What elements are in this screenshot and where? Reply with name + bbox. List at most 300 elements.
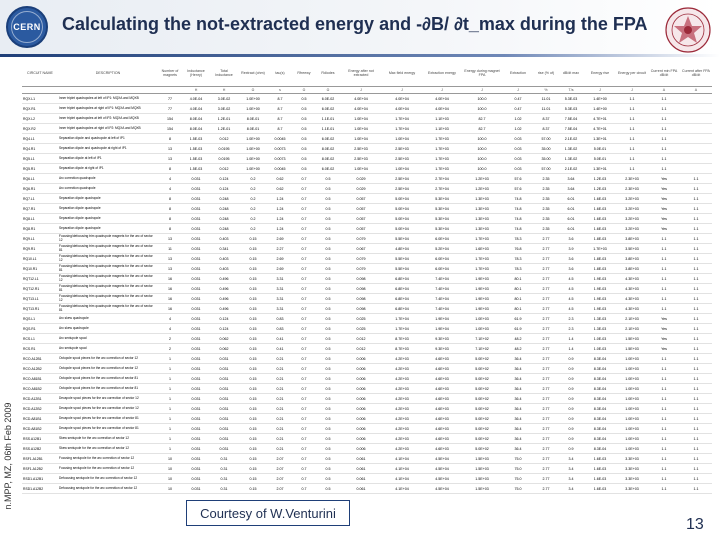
value-cell: 1.1	[680, 444, 712, 454]
value-cell: 1.1	[648, 254, 680, 264]
value-cell: 1.4	[558, 344, 584, 354]
value-cell: 0.21	[268, 444, 292, 454]
value-cell: 8.3E-04	[584, 404, 616, 414]
value-cell	[680, 154, 712, 164]
value-cell: 1.1	[680, 224, 712, 234]
description-cell: Arc sextupole spool	[58, 334, 158, 344]
value-cell: 5.2E+04	[422, 244, 462, 254]
value-cell: 0.0195	[210, 144, 238, 154]
value-cell: 0.7	[292, 174, 316, 184]
value-cell: Yes	[648, 314, 680, 324]
value-cell: 8.7	[268, 94, 292, 104]
value-cell: 0.7	[292, 474, 316, 484]
value-cell: 4	[158, 314, 182, 324]
value-cell: 1	[158, 384, 182, 394]
value-cell: 16	[158, 294, 182, 304]
value-cell: 0.5	[316, 314, 340, 324]
value-cell: 0.7	[292, 484, 316, 494]
value-cell: 5.3E+04	[422, 194, 462, 204]
value-cell: 0.62	[268, 184, 292, 194]
value-cell: 8	[158, 204, 182, 214]
column-header: Total Inductance	[210, 60, 238, 87]
value-cell: 8.0E-04	[182, 124, 210, 134]
side-label: n.MPP, MZ, 06th Feb 2009	[3, 402, 13, 510]
value-cell: 1.7E+03	[584, 244, 616, 254]
value-cell: 74.8	[502, 204, 534, 214]
value-cell: 3.2E+03	[616, 194, 648, 204]
value-cell: 2.1E+03	[616, 324, 648, 334]
column-header: tau(s)	[268, 60, 292, 87]
value-cell: 4.1E+04	[382, 474, 422, 484]
value-cell: 0.5	[292, 164, 316, 174]
value-cell: 5.3E+04	[422, 224, 462, 234]
value-cell: 0.5	[316, 334, 340, 344]
table-header-row	[22, 60, 712, 87]
value-cell: 1.1	[648, 484, 680, 494]
value-cell: 6.0E+04	[422, 234, 462, 244]
value-cell: 4.5	[558, 274, 584, 284]
value-cell: 1.0E+03	[616, 364, 648, 374]
data-table	[22, 60, 712, 494]
value-cell: 1.1	[680, 294, 712, 304]
value-cell: 2.5E+03	[382, 154, 422, 164]
value-cell: 0.47	[502, 104, 534, 114]
column-header: Energy rise	[584, 60, 616, 87]
value-cell: 0.031	[182, 374, 210, 384]
value-cell: 5.3E+04	[422, 204, 462, 214]
value-cell: 2.35	[534, 194, 558, 204]
value-cell: 0.031	[182, 304, 210, 314]
column-unit: A	[648, 87, 680, 94]
value-cell: 1.0E+03	[616, 384, 648, 394]
value-cell: 5.0E+02	[462, 374, 502, 384]
value-cell: 0.15	[238, 404, 268, 414]
value-cell: 13	[158, 234, 182, 244]
table-row	[22, 294, 712, 304]
value-cell: 1.1	[648, 434, 680, 444]
value-cell: 0.9	[558, 394, 584, 404]
value-cell: 2.77	[534, 474, 558, 484]
value-cell: 4.1E+04	[382, 484, 422, 494]
value-cell: 0.031	[182, 364, 210, 374]
value-cell: 48.2	[502, 334, 534, 344]
value-cell: 36.4	[502, 374, 534, 384]
table-row	[22, 414, 712, 424]
table-row	[22, 254, 712, 264]
value-cell: 1.9E-03	[584, 274, 616, 284]
value-cell: 3.8E+03	[616, 264, 648, 274]
value-cell: 0.061	[340, 474, 382, 484]
value-cell: 2.69	[268, 254, 292, 264]
value-cell: 1.5E-03	[182, 144, 210, 154]
value-cell: 0.15	[238, 374, 268, 384]
value-cell: Yes	[648, 184, 680, 194]
value-cell: 0.31	[210, 454, 238, 464]
value-cell: 2.1E-02	[558, 164, 584, 174]
value-cell: 0.5	[316, 364, 340, 374]
value-cell: 1.1	[680, 244, 712, 254]
value-cell: 2.35	[534, 174, 558, 184]
value-cell: 4.1E+04	[382, 454, 422, 464]
value-cell: 0.7	[292, 374, 316, 384]
value-cell: 0.15	[238, 424, 268, 434]
table-row	[22, 404, 712, 414]
value-cell: 75.0	[502, 464, 534, 474]
value-cell: 8.3E-04	[584, 434, 616, 444]
column-header: Energy after not extracted	[340, 60, 382, 87]
value-cell: 0.098	[340, 274, 382, 284]
value-cell: 1.1E-01	[316, 124, 340, 134]
value-cell: 0.7	[292, 274, 316, 284]
value-cell: 1.6E-03	[584, 194, 616, 204]
value-cell: 0.7	[292, 304, 316, 314]
value-cell: 36.4	[502, 404, 534, 414]
value-cell: 1.1	[648, 354, 680, 364]
value-cell: 1.9E+03	[462, 294, 502, 304]
value-cell: 74.8	[502, 194, 534, 204]
value-cell: 2.07	[268, 454, 292, 464]
value-cell: 6.0E-02	[316, 134, 340, 144]
value-cell: 0.15	[238, 484, 268, 494]
description-cell: Focusing/defocusing trim quadrupole magnets for the arc of sector 81	[58, 304, 158, 314]
value-cell: 1	[158, 404, 182, 414]
circuit-name-cell: RSD1.A12B1	[22, 474, 58, 484]
value-cell: 0.7	[292, 364, 316, 374]
value-cell: 1.3E-03	[584, 324, 616, 334]
value-cell: 8.0E-01	[238, 114, 268, 124]
value-cell: 2.77	[534, 374, 558, 384]
value-cell: 1.5E+03	[462, 454, 502, 464]
value-cell: 4.6E+03	[422, 414, 462, 424]
value-cell: 0.031	[210, 424, 238, 434]
column-unit: J	[340, 87, 382, 94]
value-cell: 10	[158, 464, 182, 474]
value-cell: 1.1	[648, 244, 680, 254]
value-cell: 0.5	[316, 404, 340, 414]
description-cell: Focusing sextupole for the arc correction of sector 12	[58, 454, 158, 464]
value-cell: 1.1	[648, 94, 680, 104]
value-cell: 2.77	[534, 354, 558, 364]
value-cell: 1.9E-03	[584, 294, 616, 304]
value-cell: 0.5	[316, 244, 340, 254]
courtesy-box	[186, 500, 350, 526]
value-cell: 1.1E+03	[422, 124, 462, 134]
value-cell: 9.3E+03	[422, 344, 462, 354]
column-unit: J	[502, 87, 534, 94]
value-cell: 0.2	[238, 224, 268, 234]
value-cell: 5.3E+04	[422, 214, 462, 224]
value-cell: 0.006	[340, 434, 382, 444]
column-header: DESCRIPTION	[58, 60, 158, 87]
value-cell: 0.057	[340, 204, 382, 214]
value-cell: 0.098	[340, 294, 382, 304]
value-cell: 0.012	[340, 344, 382, 354]
value-cell: 1.0E+04	[382, 134, 422, 144]
value-cell: 1.1	[680, 204, 712, 214]
value-cell: 74.8	[502, 214, 534, 224]
circuit-name-cell: RSS.A12B1	[22, 434, 58, 444]
value-cell: 1.1	[680, 284, 712, 294]
value-cell: 3.6	[558, 234, 584, 244]
value-cell: 1.1	[680, 234, 712, 244]
value-cell: 1.1	[616, 104, 648, 114]
value-cell: 6.01	[558, 204, 584, 214]
value-cell: 1.7E+03	[422, 164, 462, 174]
value-cell: 1.6E-03	[584, 474, 616, 484]
value-cell: 0.2	[238, 174, 268, 184]
value-cell: 1.0E+00	[238, 164, 268, 174]
circuit-name-cell: RQ4.R1	[22, 144, 58, 154]
value-cell: 0.5	[316, 224, 340, 234]
institution-seal-icon	[664, 6, 712, 54]
value-cell: 2.07	[268, 484, 292, 494]
value-cell: 0.031	[182, 194, 210, 204]
column-header: Rdiodes	[316, 60, 340, 87]
value-cell: 0.31	[210, 464, 238, 474]
value-cell: 0.83	[268, 314, 292, 324]
value-cell: 0.15	[238, 284, 268, 294]
value-cell: 0.21	[268, 424, 292, 434]
value-cell: 7.4E+04	[422, 274, 462, 284]
value-cell: 8	[158, 194, 182, 204]
value-cell: 0.9	[558, 424, 584, 434]
value-cell: 1.1	[680, 424, 712, 434]
value-cell: 1.1E+03	[422, 114, 462, 124]
value-cell: 0.5	[316, 354, 340, 364]
value-cell: 75.0	[502, 474, 534, 484]
value-cell: 1.7E+03	[422, 144, 462, 154]
value-cell: 0.7	[292, 454, 316, 464]
column-unit: s	[268, 87, 292, 94]
value-cell: 1.9E-03	[584, 304, 616, 314]
value-cell: 0.9	[558, 414, 584, 424]
value-cell: 0.079	[340, 254, 382, 264]
value-cell	[680, 124, 712, 134]
value-cell: 100.0	[462, 104, 502, 114]
value-cell: 1.1	[680, 264, 712, 274]
value-cell: 0.7	[292, 214, 316, 224]
value-cell: 2.77	[534, 294, 558, 304]
circuit-name-cell: RQX.L2	[22, 114, 58, 124]
value-cell: 0.031	[210, 394, 238, 404]
value-cell: 7.1E+02	[462, 344, 502, 354]
value-cell: 0.031	[210, 414, 238, 424]
value-cell: 0.7	[292, 234, 316, 244]
value-cell: 10	[158, 454, 182, 464]
value-cell: 36.4	[502, 364, 534, 374]
value-cell: 5.0E+02	[462, 444, 502, 454]
value-cell: 0.7	[292, 444, 316, 454]
column-header: Number of magnets	[158, 60, 182, 87]
table-row	[22, 214, 712, 224]
value-cell: Yes	[648, 194, 680, 204]
value-cell: 1.1	[680, 384, 712, 394]
value-cell: 4.7E+01	[584, 124, 616, 134]
description-cell: Separation dipole quadrupole	[58, 214, 158, 224]
circuit-name-cell: RQS.L1	[22, 314, 58, 324]
value-cell: 0.7	[292, 254, 316, 264]
value-cell: 77	[158, 104, 182, 114]
value-cell: 1.1	[648, 304, 680, 314]
value-cell: 1.3E+03	[462, 224, 502, 234]
table-row	[22, 94, 712, 104]
value-cell: 1.7E+03	[462, 264, 502, 274]
value-cell: 0.403	[210, 234, 238, 244]
value-cell: 4.0E+04	[422, 104, 462, 114]
value-cell	[680, 134, 712, 144]
value-cell: 0.031	[210, 404, 238, 414]
value-cell: 7.1E+02	[462, 334, 502, 344]
value-cell: 13	[158, 254, 182, 264]
description-cell: Inner triplet quadrupoles at right of IP1: MQXA and MQXB	[58, 104, 158, 114]
value-cell: 1	[158, 414, 182, 424]
value-cell: 4.3E+03	[616, 284, 648, 294]
value-cell: 1.1	[616, 144, 648, 154]
value-cell: 8.0E-02	[316, 154, 340, 164]
value-cell: 1.1	[616, 114, 648, 124]
value-cell: 0.031	[182, 244, 210, 254]
value-cell: 0.21	[268, 404, 292, 414]
value-cell: 0.496	[210, 304, 238, 314]
circuit-name-cell: RQ7.R1	[22, 204, 58, 214]
value-cell: 6.0E-02	[316, 104, 340, 114]
value-cell: 57.6	[502, 184, 534, 194]
value-cell: 0.031	[182, 334, 210, 344]
value-cell: 0.031	[210, 364, 238, 374]
value-cell: 0.025	[340, 314, 382, 324]
value-cell: 0.7	[292, 424, 316, 434]
value-cell: 2.35	[534, 204, 558, 214]
value-cell: 1.9E+03	[462, 304, 502, 314]
column-header: CIRCUIT NAME	[22, 60, 58, 87]
value-cell: 16	[158, 274, 182, 284]
column-header: Max field energy	[382, 60, 422, 87]
value-cell: 3.8E+03	[616, 234, 648, 244]
table-row	[22, 384, 712, 394]
table-row	[22, 424, 712, 434]
value-cell: 2.7E+04	[422, 184, 462, 194]
value-cell: 0.47	[502, 94, 534, 104]
value-cell: 1.1	[648, 124, 680, 134]
value-cell: 1.1	[680, 484, 712, 494]
value-cell: 0.15	[238, 414, 268, 424]
value-cell: 1.2E-01	[210, 114, 238, 124]
value-cell: 0.248	[210, 194, 238, 204]
value-cell: 1.6E-03	[584, 454, 616, 464]
value-cell: 0.029	[340, 184, 382, 194]
value-cell: 5.0E+04	[382, 214, 422, 224]
value-cell: 1.1	[680, 374, 712, 384]
value-cell: 1.0E+03	[616, 374, 648, 384]
value-cell: 1.0E+04	[340, 124, 382, 134]
value-cell: 0.031	[182, 484, 210, 494]
value-cell: 6.8E+04	[382, 284, 422, 294]
value-cell: 0.15	[238, 464, 268, 474]
value-cell: 0.061	[340, 454, 382, 464]
value-cell: 0.7	[292, 194, 316, 204]
value-cell: 0.7	[292, 294, 316, 304]
description-cell: Separation dipole quadrupole	[58, 194, 158, 204]
value-cell: 5.0E+02	[462, 364, 502, 374]
value-cell: 8	[158, 164, 182, 174]
value-cell: 4.0E-04	[182, 94, 210, 104]
value-cell: 0.15	[238, 474, 268, 484]
value-cell: 1.1E-01	[316, 114, 340, 124]
value-cell: 1.1	[680, 364, 712, 374]
value-cell: 2.1E+03	[616, 314, 648, 324]
value-cell: Yes	[648, 214, 680, 224]
value-cell: 1.3E-02	[558, 154, 584, 164]
value-cell: 8.3E-04	[584, 444, 616, 454]
circuit-name-cell: RCO.A12B1	[22, 354, 58, 364]
value-cell: 0.5	[316, 324, 340, 334]
value-cell: 0.15	[238, 394, 268, 404]
description-cell: Skew sextupole for the arc correction of sector 12	[58, 434, 158, 444]
value-cell: 78.3	[502, 264, 534, 274]
value-cell: 1.1	[680, 194, 712, 204]
value-cell: 1.0E-03	[584, 334, 616, 344]
value-cell: 1.1	[648, 404, 680, 414]
value-cell: 0.031	[182, 354, 210, 364]
value-cell: 4.0E+04	[340, 94, 382, 104]
value-cell: 0.496	[210, 284, 238, 294]
circuit-name-cell: RQ4.L1	[22, 134, 58, 144]
circuit-name-cell: RQ9.L1	[22, 234, 58, 244]
value-cell: 0.0045	[268, 134, 292, 144]
value-cell: 4.0E+04	[382, 104, 422, 114]
value-cell: 0.7	[292, 184, 316, 194]
value-cell: 1.1	[648, 454, 680, 464]
value-cell: 78.3	[502, 254, 534, 264]
value-cell: 2	[158, 334, 182, 344]
value-cell: 0.31	[210, 484, 238, 494]
column-unit: %	[534, 87, 558, 94]
value-cell: 0.5	[316, 484, 340, 494]
value-cell: 57.6	[502, 174, 534, 184]
value-cell: 0.031	[182, 324, 210, 334]
column-unit: A	[680, 87, 712, 94]
value-cell: 0.15	[238, 334, 268, 344]
value-cell: 0.5	[316, 374, 340, 384]
table-row	[22, 264, 712, 274]
value-cell: 4.0E-04	[182, 104, 210, 114]
value-cell: 80.1	[502, 284, 534, 294]
value-cell: 0.006	[340, 394, 382, 404]
value-cell: 0.403	[210, 264, 238, 274]
value-cell: 1	[158, 394, 182, 404]
value-cell: 1.5E+03	[462, 464, 502, 474]
value-cell: 0.15	[238, 434, 268, 444]
circuit-name-cell: RQS.R1	[22, 324, 58, 334]
value-cell: 5.0E+02	[462, 414, 502, 424]
value-cell: 0.061	[340, 484, 382, 494]
value-cell: Yes	[648, 224, 680, 234]
value-cell: 36.4	[502, 354, 534, 364]
value-cell: 1.3E+03	[462, 204, 502, 214]
value-cell: 3.3E+03	[616, 484, 648, 494]
courtesy-text: Courtesy of W.Venturini	[200, 505, 336, 521]
value-cell: 8.7E+03	[382, 344, 422, 354]
value-cell: 0.5	[316, 254, 340, 264]
value-cell: 1.5E-03	[182, 134, 210, 144]
circuit-name-cell: RQ5.L1	[22, 154, 58, 164]
value-cell: 76.8	[502, 244, 534, 254]
value-cell: 0.5	[292, 124, 316, 134]
table-row	[22, 394, 712, 404]
value-cell: 8.0E-01	[238, 124, 268, 134]
column-unit: Ω	[238, 87, 268, 94]
value-cell: 1.7E+04	[382, 324, 422, 334]
